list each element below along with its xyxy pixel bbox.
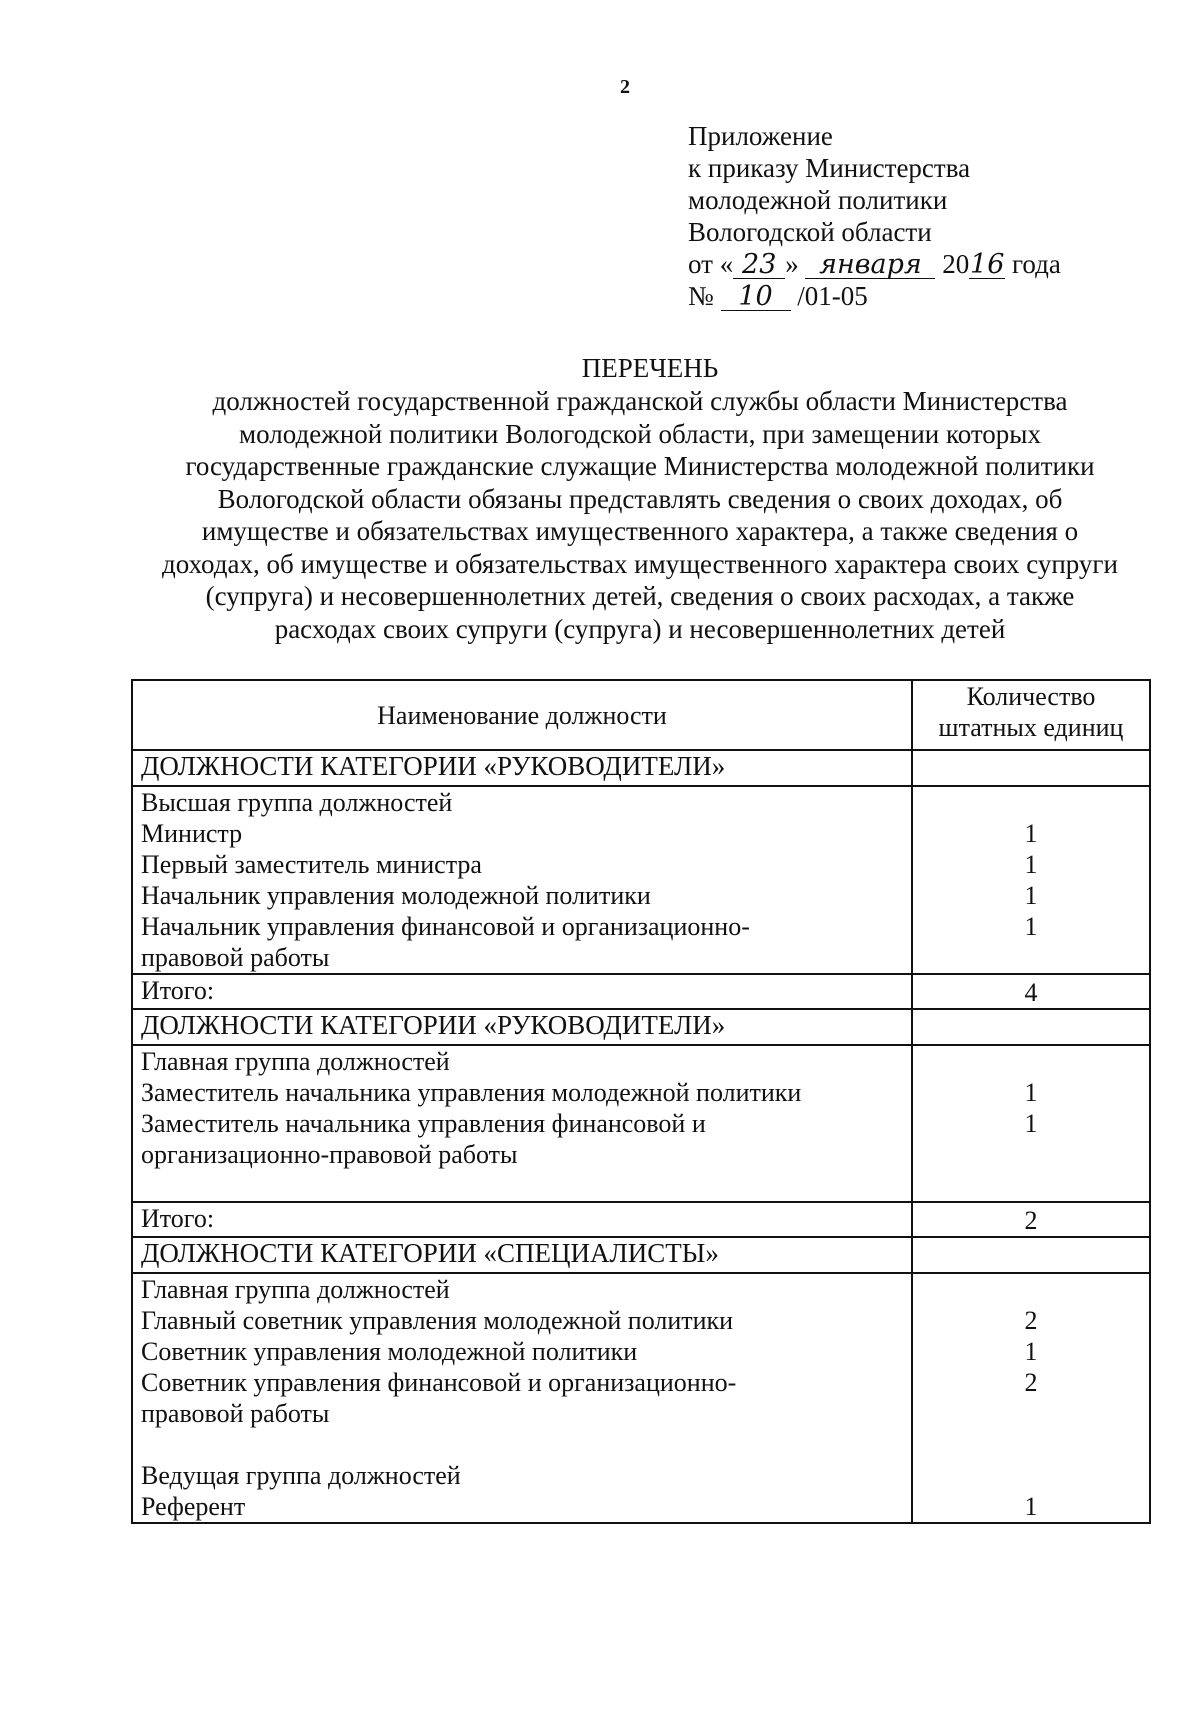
total-value: 2 [912, 1202, 1150, 1237]
number-suffix: /01-05 [797, 281, 868, 311]
document-title: ПЕРЕЧЕНЬ [581, 353, 719, 383]
subtitle-line: (супруга) и несовершеннолетних детей, сведения о своих расходах, а также [205, 581, 1075, 611]
table-header-row [132, 680, 1150, 750]
position-item: Начальник управления финансовой и организационно- [141, 912, 750, 941]
appendix-line-2: к приказу Министерства [688, 153, 971, 183]
date-prefix: от « [688, 249, 734, 279]
category-row [132, 1009, 1150, 1045]
page-number: 2 [620, 76, 630, 98]
positions-cell [132, 786, 912, 974]
category-row [132, 750, 1150, 786]
date-year-prefix: 20 [942, 249, 970, 279]
date-month-handwritten: января [805, 252, 935, 279]
positions-cell [132, 1273, 912, 1523]
position-item: правовой работы [141, 1399, 330, 1428]
total-row [132, 974, 1150, 1009]
total-label: Итого: [132, 1202, 912, 1237]
document-subtitle [120, 385, 1160, 645]
position-item: Заместитель начальника управления финансовой и [141, 1109, 706, 1138]
appendix-date-line [688, 248, 1061, 280]
count-value: 1 [1024, 850, 1038, 879]
date-mid: » [785, 249, 799, 279]
header-name-label: Наименование должности [377, 700, 667, 730]
category-count-cell [912, 1009, 1150, 1045]
category-label: ДОЛЖНОСТИ КАТЕГОРИИ «СПЕЦИАЛИСТЫ» [132, 1237, 912, 1273]
total-label: Итого: [132, 974, 912, 1009]
subtitle-line: молодежной политики Вологодской области, при замещении которых [239, 418, 1041, 449]
appendix-line-3: молодежной политики [688, 185, 948, 215]
count-value: 2 [1024, 1368, 1038, 1397]
appendix-number-line [688, 280, 1061, 312]
position-item: Советник управления финансовой и организационно- [141, 1368, 737, 1397]
group-label: Главная группа должностей [141, 1275, 450, 1304]
header-count [912, 680, 1150, 750]
date-day-handwritten: 23 [733, 252, 785, 279]
count-value: 1 [1024, 1337, 1038, 1366]
group-label: Главная группа должностей [141, 1047, 450, 1076]
category-row [132, 1237, 1150, 1273]
positions-table [131, 679, 1151, 1524]
number-prefix: № [688, 281, 714, 311]
count-value: 1 [1024, 912, 1038, 941]
date-year-handwritten: 16 [970, 249, 1005, 280]
subtitle-line: Вологодской области обязаны представлять сведения о своих доходах, об [217, 483, 1063, 514]
count-value: 1 [1024, 1492, 1038, 1521]
position-item: Заместитель начальника управления молодежной политики [141, 1078, 802, 1107]
position-item: Министр [141, 819, 243, 848]
appendix-line-4: Вологодской области [688, 217, 932, 247]
table-row [132, 1273, 1150, 1523]
header-count-line-1: Количество [966, 682, 1096, 711]
position-item: Советник управления молодежной политики [141, 1337, 638, 1366]
appendix-line-1: Приложение [688, 121, 833, 151]
count-value: 2 [1024, 1306, 1038, 1335]
counts-cell [912, 786, 1150, 974]
subtitle-line: должностей государственной гражданской службы области Министерства [212, 386, 1068, 416]
position-item: Главный советник управления молодежной политики [141, 1306, 734, 1335]
category-count-cell [912, 750, 1150, 786]
category-count-cell [912, 1237, 1150, 1273]
count-value: 1 [1024, 881, 1038, 910]
group-label: Ведущая группа должностей [141, 1461, 461, 1490]
table-row [132, 1045, 1150, 1202]
position-item: Начальник управления молодежной политики [141, 881, 651, 910]
group-label: Высшая группа должностей [141, 788, 453, 817]
table-row [132, 786, 1150, 974]
header-name [132, 680, 912, 750]
category-label: ДОЛЖНОСТИ КАТЕГОРИИ «РУКОВОДИТЕЛИ» [132, 1009, 912, 1045]
counts-cell [912, 1045, 1150, 1202]
appendix-block [688, 120, 1061, 312]
position-item: Референт [141, 1492, 246, 1521]
position-item: Первый заместитель министра [141, 850, 482, 879]
subtitle-line: государственные гражданские служащие Министерства молодежной политики [185, 451, 1095, 481]
count-value: 1 [1024, 819, 1038, 848]
category-label: ДОЛЖНОСТИ КАТЕГОРИИ «РУКОВОДИТЕЛИ» [132, 750, 912, 786]
total-row [132, 1202, 1150, 1237]
positions-cell [132, 1045, 912, 1202]
position-item: правовой работы [141, 943, 330, 972]
subtitle-line: доходах, об имуществе и обязательствах имущественного характера своих супруги [162, 548, 1118, 579]
number-handwritten: 10 [721, 284, 791, 311]
subtitle-line: расходах своих супруги (супруга) и несовершеннолетних детей [274, 613, 1006, 644]
date-suffix: года [1011, 249, 1061, 279]
subtitle-line: имуществе и обязательствах имущественного характера, а также сведения о [201, 516, 1079, 546]
header-count-line-2: штатных единиц [938, 713, 1124, 742]
counts-cell [912, 1273, 1150, 1523]
total-value: 4 [912, 974, 1150, 1009]
position-item: организационно-правовой работы [141, 1140, 518, 1169]
count-value: 1 [1024, 1078, 1038, 1107]
count-value: 1 [1024, 1109, 1038, 1138]
